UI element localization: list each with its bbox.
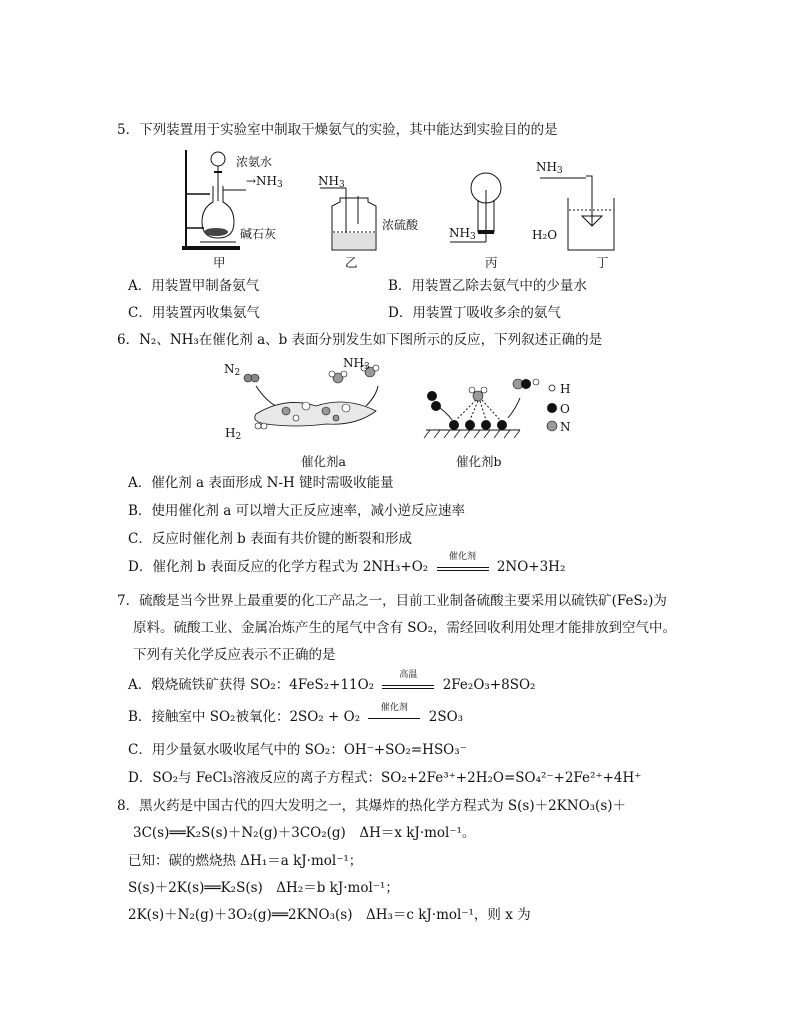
q5-stem: 5．下列装置用于实验室中制取干燥氨气的实验，其中能达到实验目的的是 bbox=[117, 122, 558, 138]
caption-catalyst-a: 催化剂a bbox=[301, 454, 346, 469]
caption-catalyst-b: 催化剂b bbox=[456, 454, 502, 469]
q8-line5: 2K(s)＋N₂(g)＋3O₂(g)══2KNO₃(s) ΔH₃＝c kJ·mol⁻¹，则 x 为 bbox=[128, 907, 531, 923]
reaction-condition-high-temp: 高温 bbox=[382, 677, 434, 689]
q6-option-c[interactable]: C．反应时催化剂 b 表面有共价键的断裂和形成 bbox=[128, 531, 413, 547]
q6-option-d-products: 2NO+3H₂ bbox=[496, 559, 566, 575]
label-ding-water: H₂O bbox=[532, 228, 558, 242]
reaction-condition-catalyst: 催化剂 bbox=[437, 559, 489, 571]
label-yi-nh3: $NH_3$ bbox=[318, 174, 345, 190]
q6-option-d[interactable] bbox=[128, 552, 566, 576]
q6-option-d-reactants: D．催化剂 b 表面反应的化学方程式为 2NH₃+O₂ bbox=[128, 559, 429, 575]
q5-option-d[interactable]: D．用装置丁吸收多余的氨气 bbox=[388, 305, 561, 321]
q7-option-b-reactants: B．接触室中 SO₂被氧化：2SO₂ + O₂ bbox=[128, 709, 361, 725]
caption-ding: 丁 bbox=[596, 255, 609, 270]
caption-jia: 甲 bbox=[213, 255, 226, 270]
q8-line4: S(s)＋2K(s)══K₂S(s) ΔH₂＝b kJ·mol⁻¹； bbox=[128, 880, 399, 896]
q7-option-a[interactable] bbox=[128, 670, 536, 694]
catalyst-b-figure bbox=[420, 374, 560, 444]
q8-line1: 8．黑火药是中国古代的四大发明之一，其爆炸的热化学方程式为 S(s)＋2KNO₃(s)＋ bbox=[117, 798, 627, 814]
legend-h: H bbox=[560, 382, 571, 396]
q5-option-c[interactable]: C．用装置丙收集氨气 bbox=[128, 305, 260, 321]
legend-icons bbox=[546, 384, 560, 434]
label-nh3: $NH_3$ bbox=[343, 356, 370, 372]
q7-option-c[interactable]: C．用少量氨水吸收尾气中的 SO₂：OH⁻+SO₂=HSO₃⁻ bbox=[128, 742, 467, 758]
label-n2: $N_2$ bbox=[224, 362, 241, 378]
caption-yi: 乙 bbox=[345, 255, 358, 270]
legend-n: N bbox=[560, 420, 571, 434]
q7-stem-line2: 原料。硫酸工业、金属冶炼产生的尾气中含有 SO₂，需经回收利用处理才能排放到空气中。 bbox=[133, 620, 677, 636]
q7-option-a-products: 2Fe₂O₃+8SO₂ bbox=[442, 677, 536, 693]
label-soda-lime: 碱石灰 bbox=[240, 227, 277, 241]
apparatus-yi-figure bbox=[318, 184, 388, 254]
q6-option-b[interactable]: B．使用催化剂 a 可以增大正反应速率，减小逆反应速率 bbox=[128, 503, 466, 519]
label-ding-nh3: $NH_3$ bbox=[536, 160, 563, 176]
q5-option-b[interactable]: B．用装置乙除去氨气中的少量水 bbox=[388, 278, 587, 294]
q7-option-b[interactable] bbox=[128, 703, 464, 726]
label-jia-nh3: $\to NH_3$ bbox=[246, 174, 283, 190]
q7-stem-line3: 下列有关化学反应表示不正确的是 bbox=[133, 647, 336, 663]
q7-option-b-products: 2SO₃ bbox=[428, 709, 464, 725]
q8-line3: 已知：碳的燃烧热 ΔH₁＝a kJ·mol⁻¹； bbox=[128, 853, 363, 869]
q6-option-a[interactable]: A．催化剂 a 表面形成 N-H 键时需吸收能量 bbox=[128, 475, 394, 491]
legend-o: O bbox=[560, 402, 570, 416]
q8-line2: 3C(s)══K₂S(s)＋N₂(g)＋3CO₂(g) ΔH＝x kJ·mol⁻¹。 bbox=[133, 825, 476, 841]
q7-option-a-reactants: A．煅烧硫铁矿获得 SO₂：4FeS₂+11O₂ bbox=[128, 677, 375, 693]
q6-stem: 6．N₂、NH₃在催化剂 a、b 表面分别发生如下图所示的反应，下列叙述正确的是 bbox=[117, 332, 603, 348]
q7-option-d[interactable]: D．SO₂与 FeCl₃溶液反应的离子方程式：SO₂+2Fe³⁺+2H₂O=SO₄²⁻+2Fe²⁺+4H⁺ bbox=[128, 770, 642, 786]
label-bing-nh3: $NH_3$ bbox=[449, 226, 476, 242]
q5-option-a[interactable]: A．用装置甲制备氨气 bbox=[128, 278, 260, 294]
caption-bing: 丙 bbox=[485, 255, 498, 270]
q7-stem-line1: 7．硫酸是当今世界上最重要的化工产品之一，目前工业制备硫酸主要采用以硫铁矿(FeS₂)为 bbox=[117, 593, 667, 609]
label-concentrated-ammonia: 浓氨水 bbox=[236, 155, 273, 169]
label-concentrated-sulfuric-acid: 浓硫酸 bbox=[382, 218, 419, 232]
catalyst-a-figure bbox=[226, 356, 406, 446]
label-h2: $H_2$ bbox=[225, 426, 242, 442]
reaction-condition-catalyst-reversible: 催化剂 bbox=[368, 710, 420, 721]
